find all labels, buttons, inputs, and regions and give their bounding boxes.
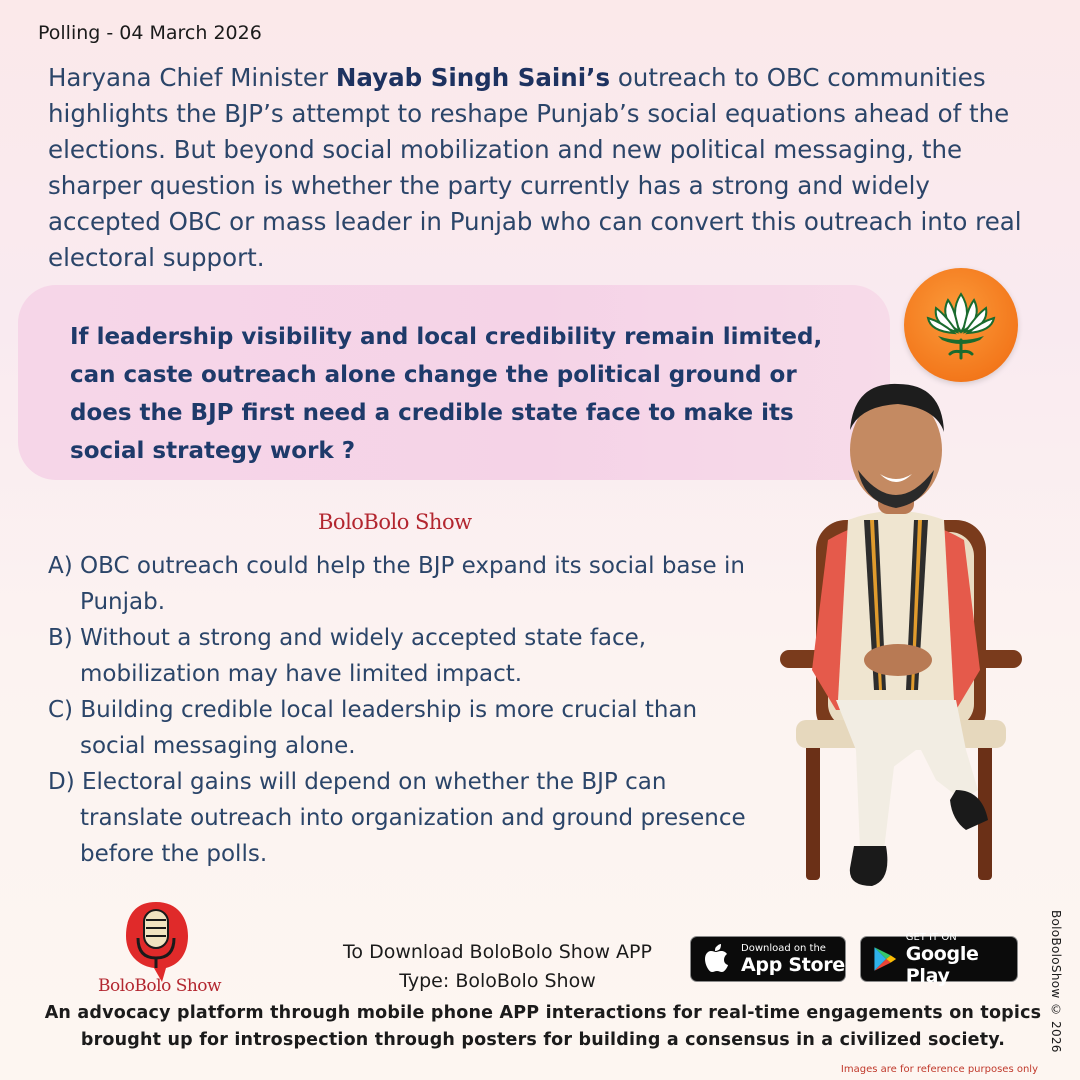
intro-prefix: Haryana Chief Minister bbox=[48, 63, 336, 92]
google-play-button[interactable] bbox=[860, 931, 1018, 987]
app-store-big-text: App Store bbox=[741, 953, 845, 976]
app-store-small-text: Download on the bbox=[741, 942, 826, 954]
google-play-small-text: GET IT ON bbox=[905, 931, 957, 943]
poll-question: If leadership visibility and local credibility remain limited, can caste outreach alone change the political ground or does the BJP first need a credible state face to make its social strategy work ? bbox=[70, 324, 823, 464]
lotus-icon bbox=[904, 268, 1018, 382]
platform-tagline: An advocacy platform through mobile phone APP interactions for real-time engagements on topics brought up for introspection through posters for building a consensus in a civilized society. bbox=[44, 1003, 1042, 1050]
poll-options bbox=[48, 548, 768, 872]
option-d[interactable]: D) Electoral gains will depend on whether the BJP can translate outreach into organization and ground presence before the polls. bbox=[48, 769, 746, 867]
polling-date: Polling - 04 March 2026 bbox=[38, 22, 262, 44]
google-play-big-text: Google Play bbox=[905, 942, 979, 987]
copyright-text: BoloBoloShow © 2026 bbox=[1049, 910, 1063, 1053]
download-line-1: To Download BoloBolo Show APP bbox=[343, 941, 652, 963]
brand-name-bottom: BoloBolo Show bbox=[98, 976, 222, 996]
google-play-icon bbox=[869, 942, 900, 976]
option-a[interactable]: A) OBC outreach could help the BJP expand its social base in Punjab. bbox=[48, 553, 745, 615]
download-instructions bbox=[300, 938, 695, 996]
image-disclaimer: Images are for reference purposes only bbox=[840, 1064, 1038, 1075]
app-store-button[interactable] bbox=[690, 936, 846, 982]
intro-leader-name: Nayab Singh Saini’s bbox=[335, 63, 611, 92]
intro-suffix: outreach to OBC communities highlights the BJP’s attempt to reshape Punjab’s social equations ahead of the elections. But beyond social mobilization and new political messaging, the sharper question is whether the party currently has a strong and widely accepted OBC or mass leader in Punjab who can convert this outreach into real electoral support. bbox=[48, 63, 1022, 272]
brand-name-center: BoloBolo Show bbox=[318, 510, 472, 534]
apple-icon bbox=[701, 942, 735, 976]
option-b[interactable]: B) Without a strong and widely accepted state face, mobilization may have limited impact. bbox=[48, 625, 647, 687]
download-line-2: Type: BoloBolo Show bbox=[399, 970, 596, 992]
leader-portrait bbox=[766, 370, 1026, 900]
option-c[interactable]: C) Building credible local leadership is more crucial than social messaging alone. bbox=[48, 697, 698, 759]
bjp-lotus-logo bbox=[904, 268, 1018, 382]
intro-paragraph bbox=[48, 60, 1038, 276]
